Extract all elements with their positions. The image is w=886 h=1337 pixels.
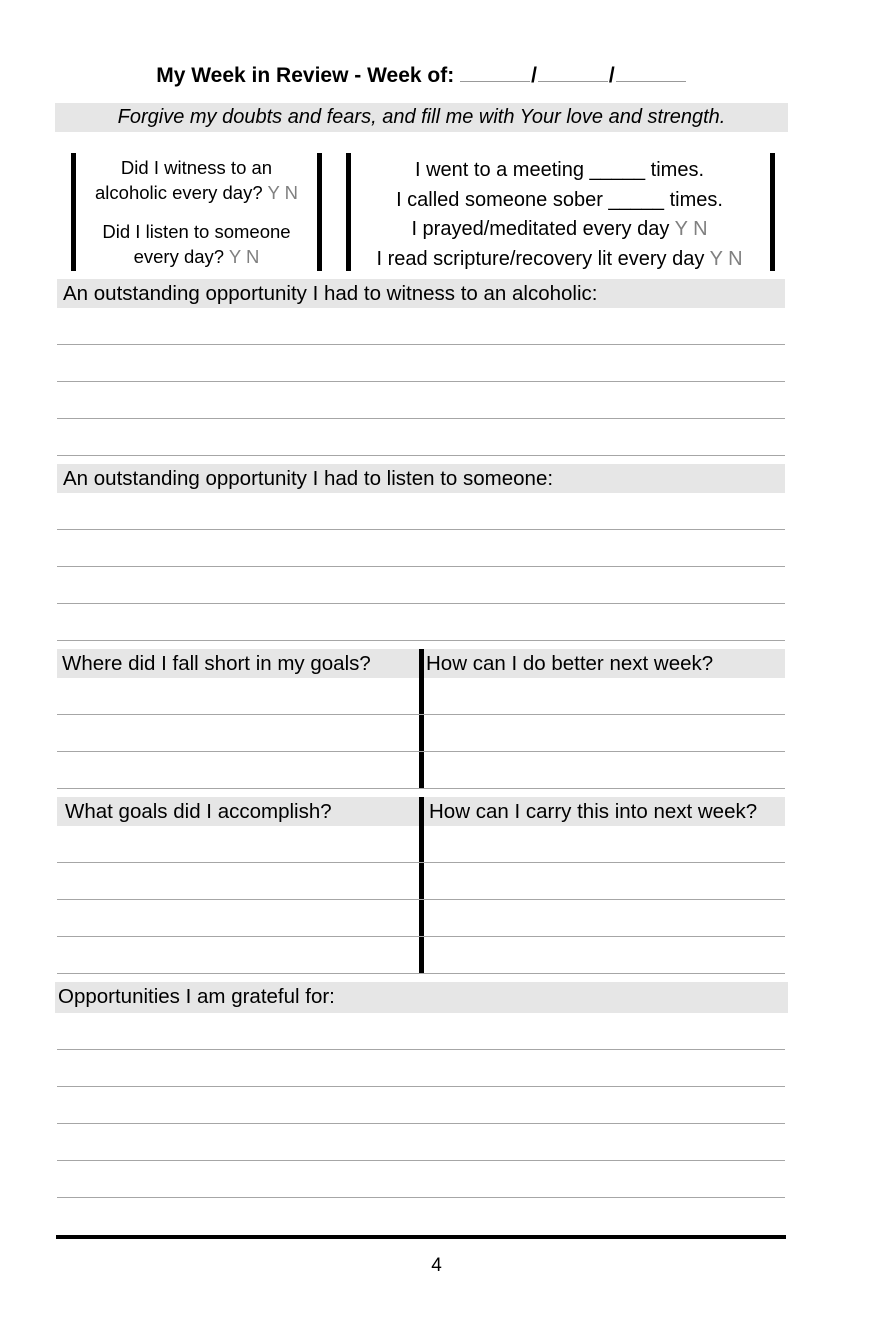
yes-no-choice[interactable]: Y N — [228, 246, 260, 267]
title-text: My Week in Review - Week of: — [156, 64, 455, 87]
date-year-blank[interactable] — [616, 63, 686, 82]
page-number: 4 — [431, 1255, 442, 1276]
do-better-header: How can I do better next week? — [424, 649, 785, 678]
writing-line[interactable] — [57, 1197, 785, 1198]
listen-check — [78, 219, 315, 269]
writing-line[interactable] — [57, 1160, 785, 1161]
check-label: I read scripture/recovery lit every day — [376, 247, 705, 270]
check-label: I prayed/meditated every day — [411, 218, 670, 240]
writing-line[interactable] — [57, 899, 785, 900]
writing-line[interactable] — [57, 936, 785, 937]
writing-line[interactable] — [57, 640, 785, 641]
writing-line[interactable] — [57, 714, 785, 715]
writing-line[interactable] — [57, 344, 785, 345]
yes-no-choice[interactable]: Y N — [674, 218, 708, 240]
accomplish-header: What goals did I accomplish? — [57, 797, 420, 826]
writing-line[interactable] — [57, 1049, 785, 1050]
writing-line[interactable] — [57, 1086, 785, 1087]
check-label: Did I listen to someone — [102, 221, 291, 242]
writing-line[interactable] — [57, 418, 785, 419]
carry-header: How can I carry this into next week? — [424, 797, 785, 826]
writing-line[interactable] — [57, 862, 785, 863]
column-divider — [419, 797, 424, 974]
writing-line[interactable] — [57, 529, 785, 530]
check-label: alcoholic every day? — [95, 182, 263, 203]
check-label: Did I witness to an — [120, 157, 273, 178]
writing-line[interactable] — [57, 788, 785, 789]
date-slash: / — [531, 64, 537, 87]
meeting-count-line[interactable]: I went to a meeting _____ times. — [414, 159, 705, 181]
date-slash: / — [608, 64, 615, 87]
fall-short-header: Where did I fall short in my goals? — [57, 649, 420, 678]
writing-line[interactable] — [57, 566, 785, 567]
writing-line[interactable] — [57, 973, 785, 974]
divider-bar — [317, 153, 322, 271]
listen-section-header: An outstanding opportunity I had to listen to someone: — [57, 464, 785, 493]
divider-bar — [71, 153, 76, 271]
prayer-banner: Forgive my doubts and fears, and fill me with Your love and strength. — [55, 103, 788, 132]
witness-check — [78, 155, 315, 205]
yes-no-choice[interactable]: Y N — [267, 182, 298, 203]
page-title — [0, 63, 842, 88]
writing-line[interactable] — [57, 1123, 785, 1124]
activity-checks — [351, 156, 768, 274]
grateful-section-header: Opportunities I am grateful for: — [55, 982, 788, 1013]
witness-section-header: An outstanding opportunity I had to witness to an alcoholic: — [57, 279, 785, 308]
date-month-blank[interactable] — [460, 63, 530, 82]
writing-line[interactable] — [57, 381, 785, 382]
date-day-blank[interactable] — [538, 63, 608, 82]
column-divider — [419, 649, 424, 789]
called-count-line[interactable]: I called someone sober _____ times. — [396, 188, 723, 211]
footer-rule — [56, 1235, 786, 1239]
writing-line[interactable] — [57, 603, 785, 604]
divider-bar — [770, 153, 775, 271]
check-label: every day? — [133, 246, 225, 267]
writing-line[interactable] — [57, 751, 785, 752]
writing-line[interactable] — [57, 455, 785, 456]
yes-no-choice[interactable]: Y N — [709, 247, 743, 270]
